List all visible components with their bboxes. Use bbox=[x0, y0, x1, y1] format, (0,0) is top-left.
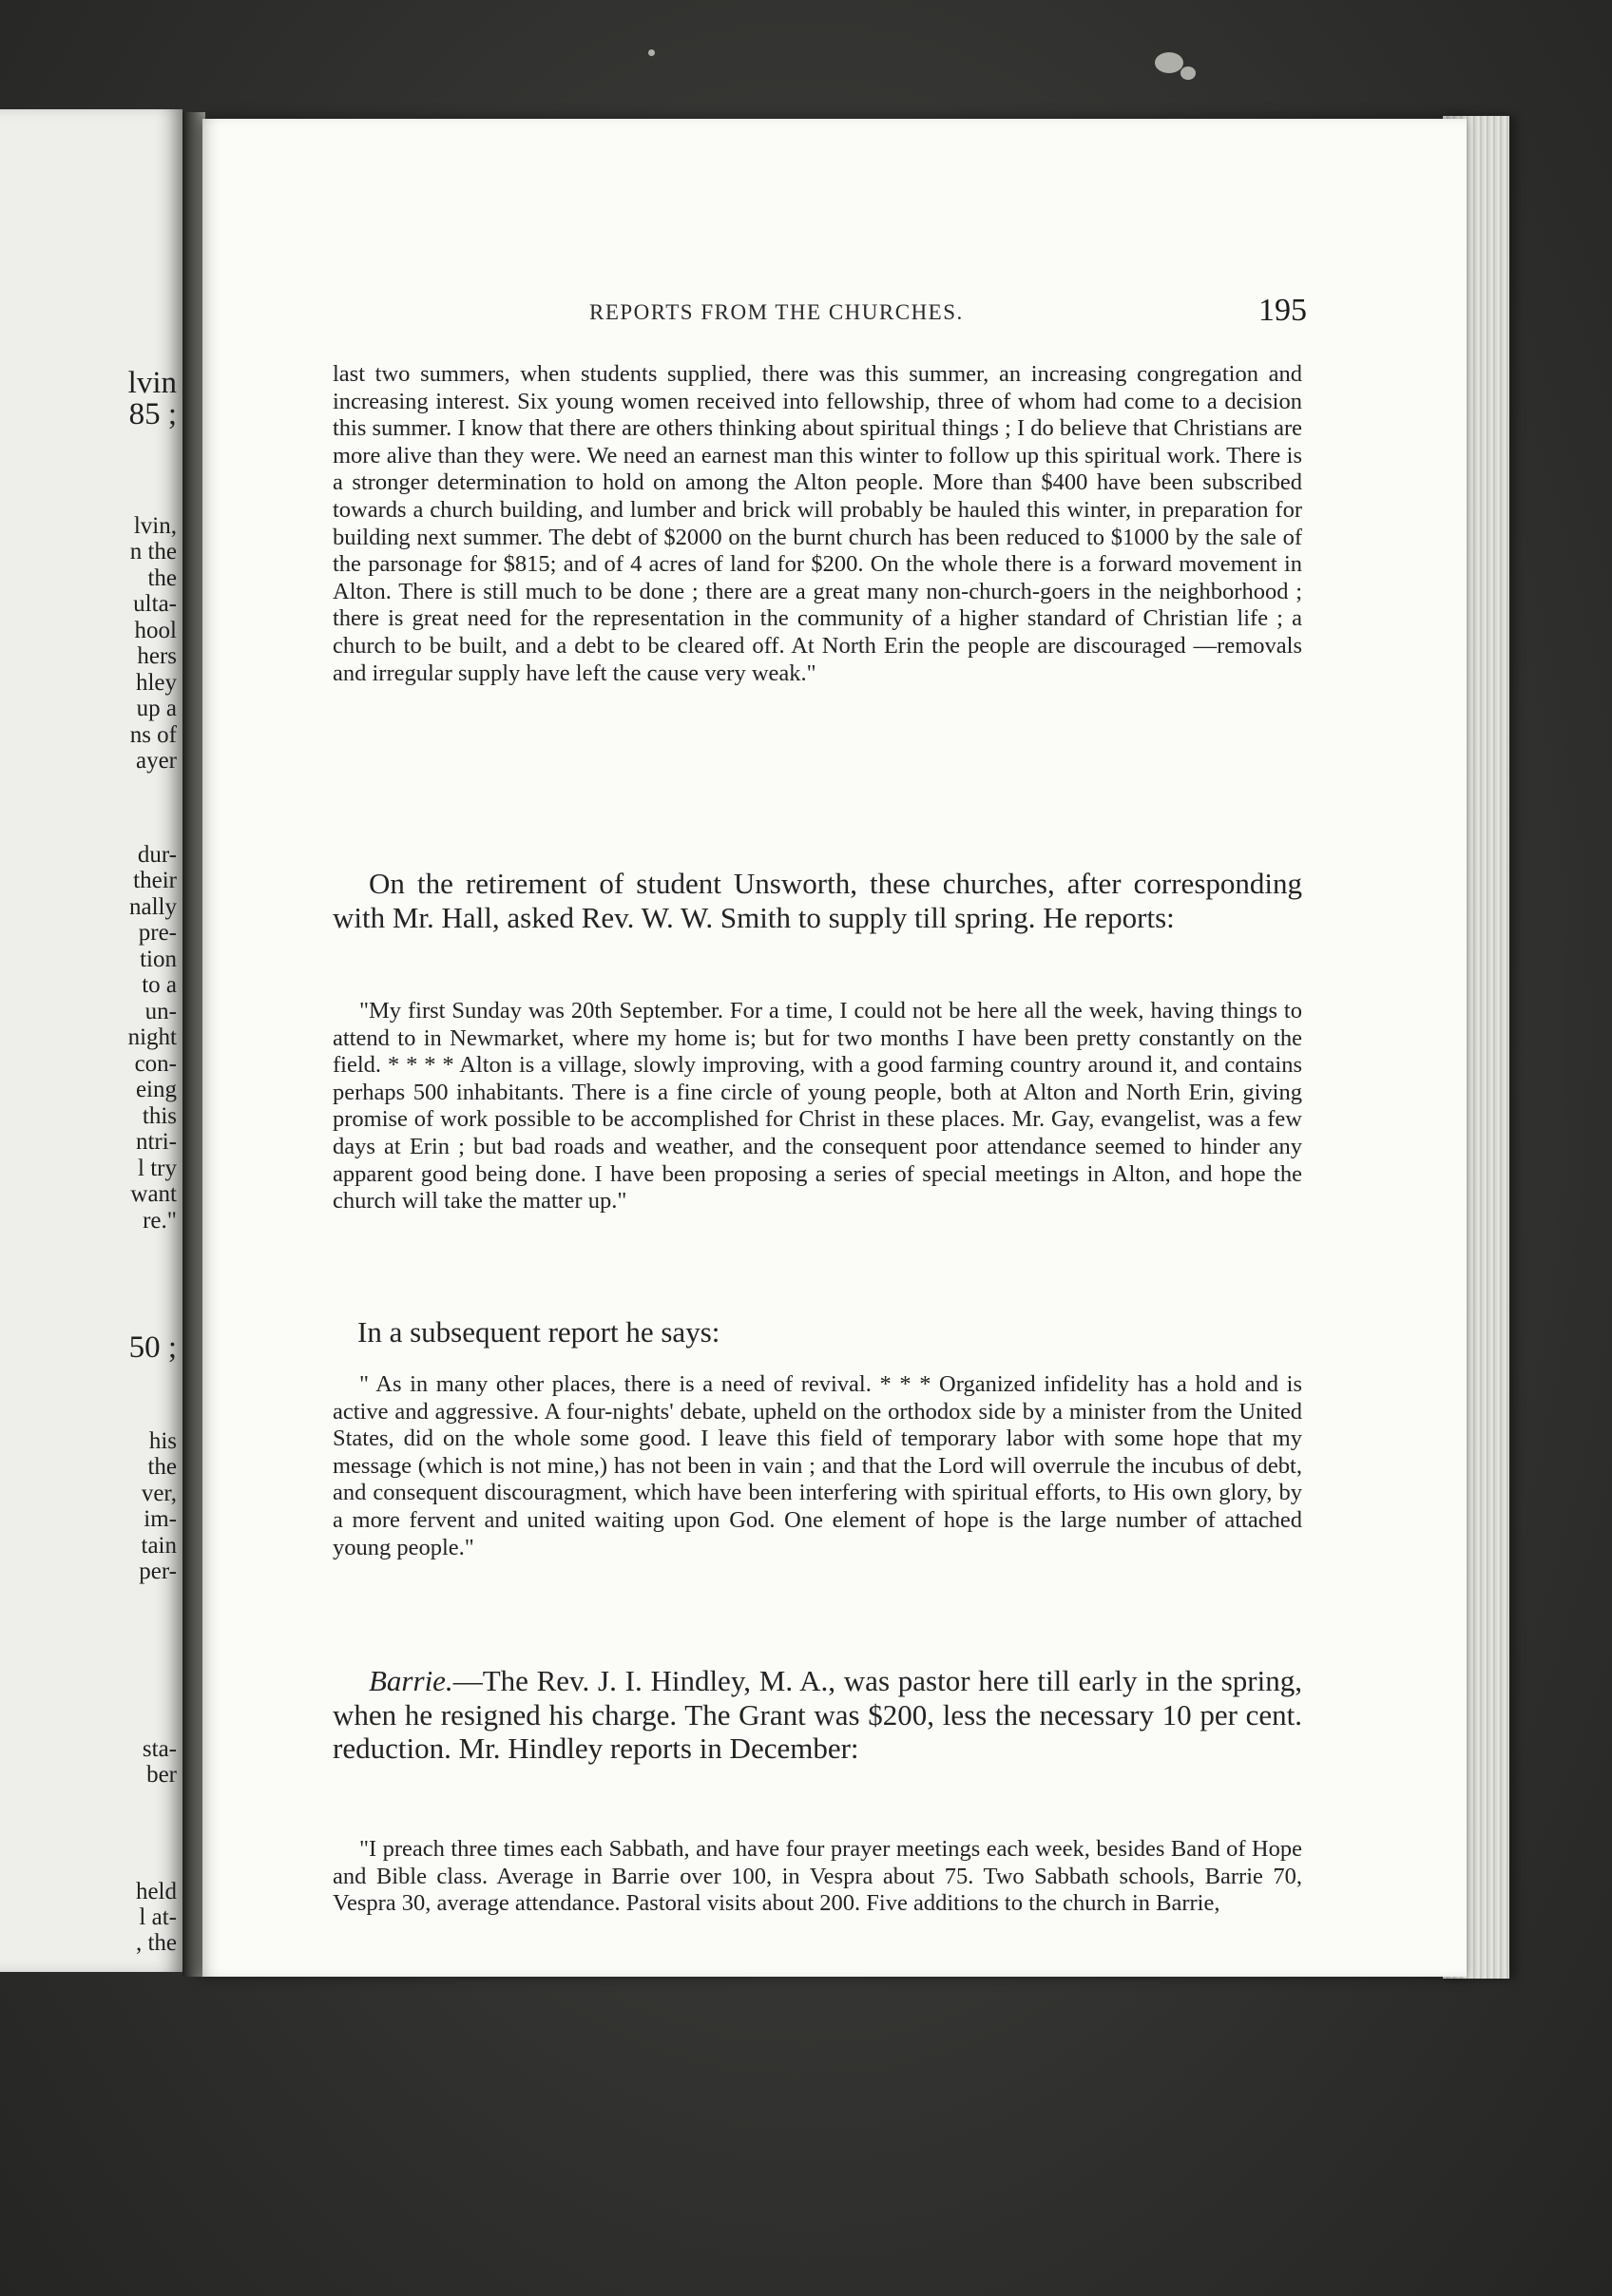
left-facing-page bbox=[0, 109, 182, 1972]
left-page-fragment: re." bbox=[143, 1208, 177, 1234]
left-page-fragment: im- bbox=[144, 1506, 177, 1532]
dust-speck bbox=[648, 49, 655, 56]
left-page-fragment: ns of bbox=[129, 722, 177, 748]
left-page-fragment: nally bbox=[129, 894, 177, 920]
paragraph: " As in many other places, there is a need of revival. * * * Organized infidelity has a hold and is active and aggressive. A four-nights' debate, upheld on the orthodox side by a minister from the United States, did on the whole some good. I leave this field of temporary labor with some hope that my message (which is not mine,) has not been in vain ; and that the Lord will overrule the incubus of debt, and consequent discouragment, which have been interfering with spiritual efforts, to His own glory, by a more fervent and united waiting upon God. One element of hope is the large number of attached young people." bbox=[333, 1371, 1302, 1560]
left-page-fragment: dur- bbox=[137, 842, 177, 868]
place-heading: Barrie. bbox=[369, 1664, 453, 1697]
quoted-report-continuation bbox=[333, 361, 1302, 687]
paragraph: last two summers, when students supplied, there was this summer, an increasing congregation and increasing interest. Six young women received into fellowship, three of whom had come to a decision this summer. I know that there are others thinking about spiritual things ; I do believe that Christians are more alive than they were. We need an earnest man this winter to follow up this spiritual work. There is a stronger determination to hold on among the Alton people. More than $400 have been subscribed towards a church building, and lumber and brick will probably be hauled this winter, in preparation for building next summer. The debt of $2000 on the burnt church has been reduced to $1000 by the sale of the parsonage for $815; and of 4 acres of land for $200. On the whole there is a forward movement in Alton. There is still much to be done ; there are a great many non-church-goers in the neighborhood ; there is great need for the representation in the community of a higher standard of Christian life ; a church to be built, and a debt to be cleared off. At North Erin the people are discouraged —removals and irregular supply have left the cause very weak." bbox=[333, 361, 1302, 686]
page-number: 195 bbox=[1258, 293, 1307, 328]
left-page-fragment: 50 ; bbox=[128, 1330, 177, 1365]
barrie-paragraph bbox=[333, 1664, 1302, 1766]
dust-speck bbox=[1155, 52, 1183, 73]
left-page-fragment: the bbox=[147, 565, 177, 591]
left-page-fragment: his bbox=[148, 1428, 177, 1454]
smith-report-quote bbox=[333, 998, 1302, 1215]
left-page-fragment: ulta- bbox=[133, 591, 177, 617]
hindley-report-quote bbox=[333, 1836, 1302, 1918]
left-page-fragment: lvin bbox=[127, 366, 177, 400]
running-header bbox=[589, 293, 1307, 335]
left-page-fragment: sta- bbox=[142, 1736, 177, 1762]
left-page-fragment: tain bbox=[141, 1533, 177, 1559]
left-page-fragment: this bbox=[142, 1103, 177, 1129]
left-page-fragment: pre- bbox=[138, 920, 177, 946]
left-page-fragment: , the bbox=[135, 1930, 177, 1956]
left-page-fragment: ver, bbox=[141, 1481, 177, 1506]
left-page-fragment: l try bbox=[138, 1156, 177, 1181]
left-page-fragment: ber bbox=[146, 1762, 177, 1788]
dust-speck bbox=[1180, 67, 1196, 80]
subsequent-report-quote bbox=[333, 1371, 1302, 1561]
left-page-fragment: hool bbox=[134, 618, 177, 643]
header-title: REPORTS FROM THE CHURCHES. bbox=[589, 300, 964, 324]
left-page-fragment: night bbox=[127, 1024, 177, 1050]
left-page-fragment: up a bbox=[136, 696, 177, 721]
paragraph bbox=[333, 1664, 1302, 1766]
left-page-fragment: ntri- bbox=[135, 1129, 177, 1155]
left-page-fragment: un- bbox=[144, 999, 177, 1024]
paragraph: "My first Sunday was 20th September. For a time, I could not be here all the week, having things to attend to in Newmarket, where my home is; but for two months I have been pretty constantly on the field. * * * * Alton is a village, slowly improving, with a good farming country around it, and contains perhaps 500 inhabitants. There is a fine circle of young people, both at Alton and North Erin, giving promise of work possible to be accomplished for Christ in these places. Mr. Gay, evangelist, was a few days at Erin ; but bad roads and weather, and the consequent poor attendance seemed to hinder any apparent good being done. I have been proposing a series of special meetings in Alton, and hope the church will take the matter up." bbox=[333, 998, 1302, 1215]
paragraph-text: —The Rev. J. I. Hindley, M. A., was pastor here till early in the spring, when he resigned his charge. The Grant was $200, less the necessary 10 per cent. reduction. Mr. Hindley reports in December: bbox=[333, 1664, 1302, 1765]
left-page-fragment: n the bbox=[129, 539, 177, 564]
left-page-fragment: the bbox=[147, 1454, 177, 1480]
left-page-fragment: tion bbox=[140, 947, 177, 972]
left-page-fragment: con- bbox=[134, 1051, 177, 1077]
left-page-fragment: to a bbox=[142, 972, 177, 998]
left-page-fragment: want bbox=[130, 1181, 177, 1207]
narrative-paragraph bbox=[333, 867, 1302, 934]
left-page-fragment: held bbox=[135, 1879, 177, 1904]
paragraph: In a subsequent report he says: bbox=[357, 1315, 720, 1349]
paragraph: On the retirement of student Unsworth, these churches, after corresponding with Mr. Hall, asked Rev. W. W. Smith to supply till spring. He reports: bbox=[333, 867, 1302, 934]
left-page-fragment: 85 ; bbox=[128, 397, 177, 431]
left-page-fragment: ayer bbox=[135, 748, 177, 774]
left-page-fragment: l at- bbox=[139, 1904, 177, 1930]
left-page-fragment: their bbox=[133, 868, 177, 893]
left-page-fragment: lvin, bbox=[133, 513, 177, 539]
paragraph: "I preach three times each Sabbath, and have four prayer meetings each week, besides Band of Hope and Bible class. Average in Barrie over 100, in Vespra about 75. Two Sabbath schools, Barrie 70, Vespra 30, average attendance. Pastoral visits about 200. Five additions to the church in Barrie, bbox=[333, 1836, 1302, 1917]
left-page-fragment: per- bbox=[139, 1559, 177, 1584]
subsequent-report-intro bbox=[333, 1315, 1302, 1349]
left-page-fragment: hers bbox=[137, 643, 177, 669]
left-page-fragment: hley bbox=[135, 670, 177, 696]
left-page-fragment: eing bbox=[135, 1077, 177, 1102]
